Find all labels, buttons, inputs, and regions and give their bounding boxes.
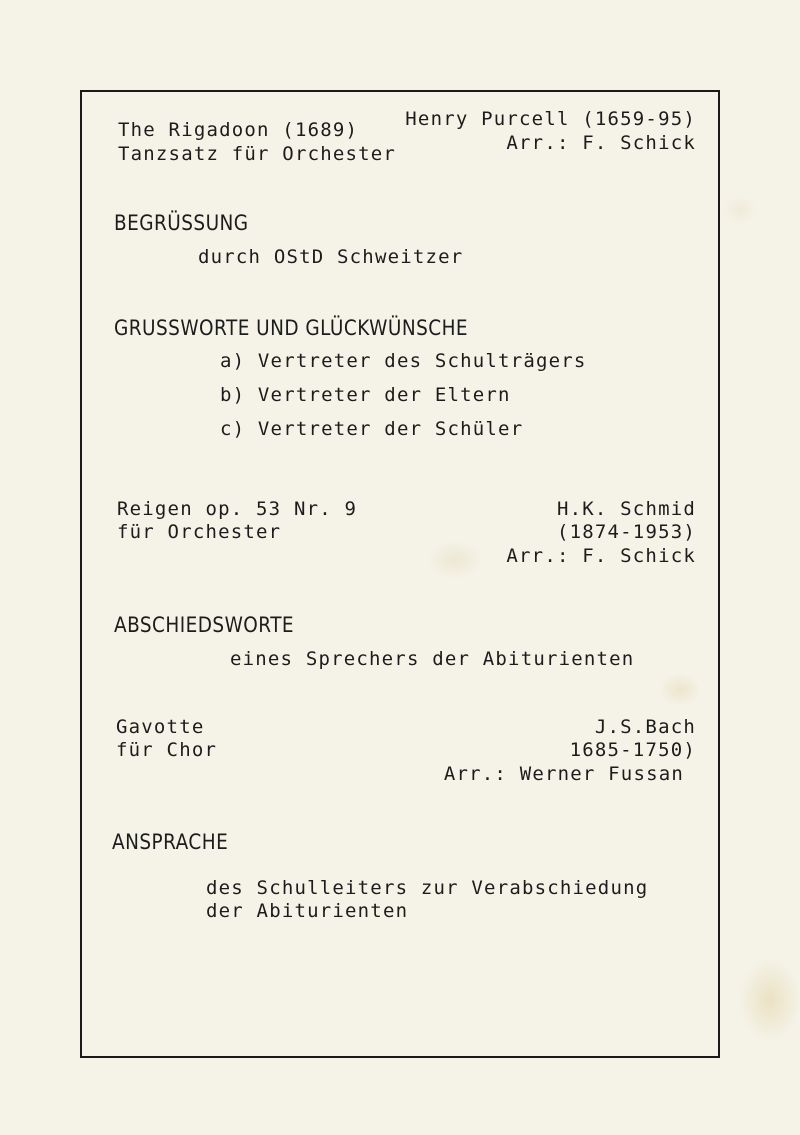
piece-1-composer: Henry Purcell (1659-95): [405, 108, 696, 130]
ansprache-line-2: der Abiturienten: [206, 900, 409, 922]
ansprache-line-1: des Schulleiters zur Verabschiedung: [206, 877, 649, 899]
abschiedsworte-line: eines Sprechers der Abiturienten: [230, 648, 635, 670]
piece-3-title: Gavotte: [116, 716, 205, 738]
piece-3-subtitle: für Chor: [116, 739, 218, 761]
begruessung-line: durch OStD Schweitzer: [198, 246, 464, 268]
piece-1-arranger: Arr.: F. Schick: [506, 132, 696, 154]
heading-begruessung: BEGRÜSSUNG: [114, 211, 249, 235]
piece-3-composer: J.S.Bach: [594, 716, 696, 738]
heading-ansprache: ANSPRACHE: [112, 830, 229, 854]
piece-2-composer: H.K. Schmid: [556, 498, 696, 520]
piece-3-arranger: Arr.: Werner Fussan: [443, 763, 684, 785]
piece-2-title: Reigen op. 53 Nr. 9: [117, 498, 358, 520]
grussworte-item-c: c) Vertreter der Schüler: [220, 418, 524, 440]
grussworte-item-a: a) Vertreter des Schulträgers: [220, 350, 587, 372]
piece-2-dates: (1874-1953): [556, 521, 696, 543]
heading-grussworte: GRUSSWORTE UND GLÜCKWÜNSCHE: [114, 316, 469, 340]
piece-2-arranger: Arr.: F. Schick: [506, 545, 696, 567]
grussworte-item-b: b) Vertreter der Eltern: [220, 384, 511, 406]
piece-3-dates: 1685-1750): [569, 739, 696, 761]
heading-abschiedsworte: ABSCHIEDSWORTE: [114, 613, 295, 637]
piece-1-subtitle: Tanzsatz für Orchester: [118, 143, 397, 165]
piece-1-title: The Rigadoon (1689): [118, 119, 359, 141]
piece-2-subtitle: für Orchester: [117, 521, 282, 543]
